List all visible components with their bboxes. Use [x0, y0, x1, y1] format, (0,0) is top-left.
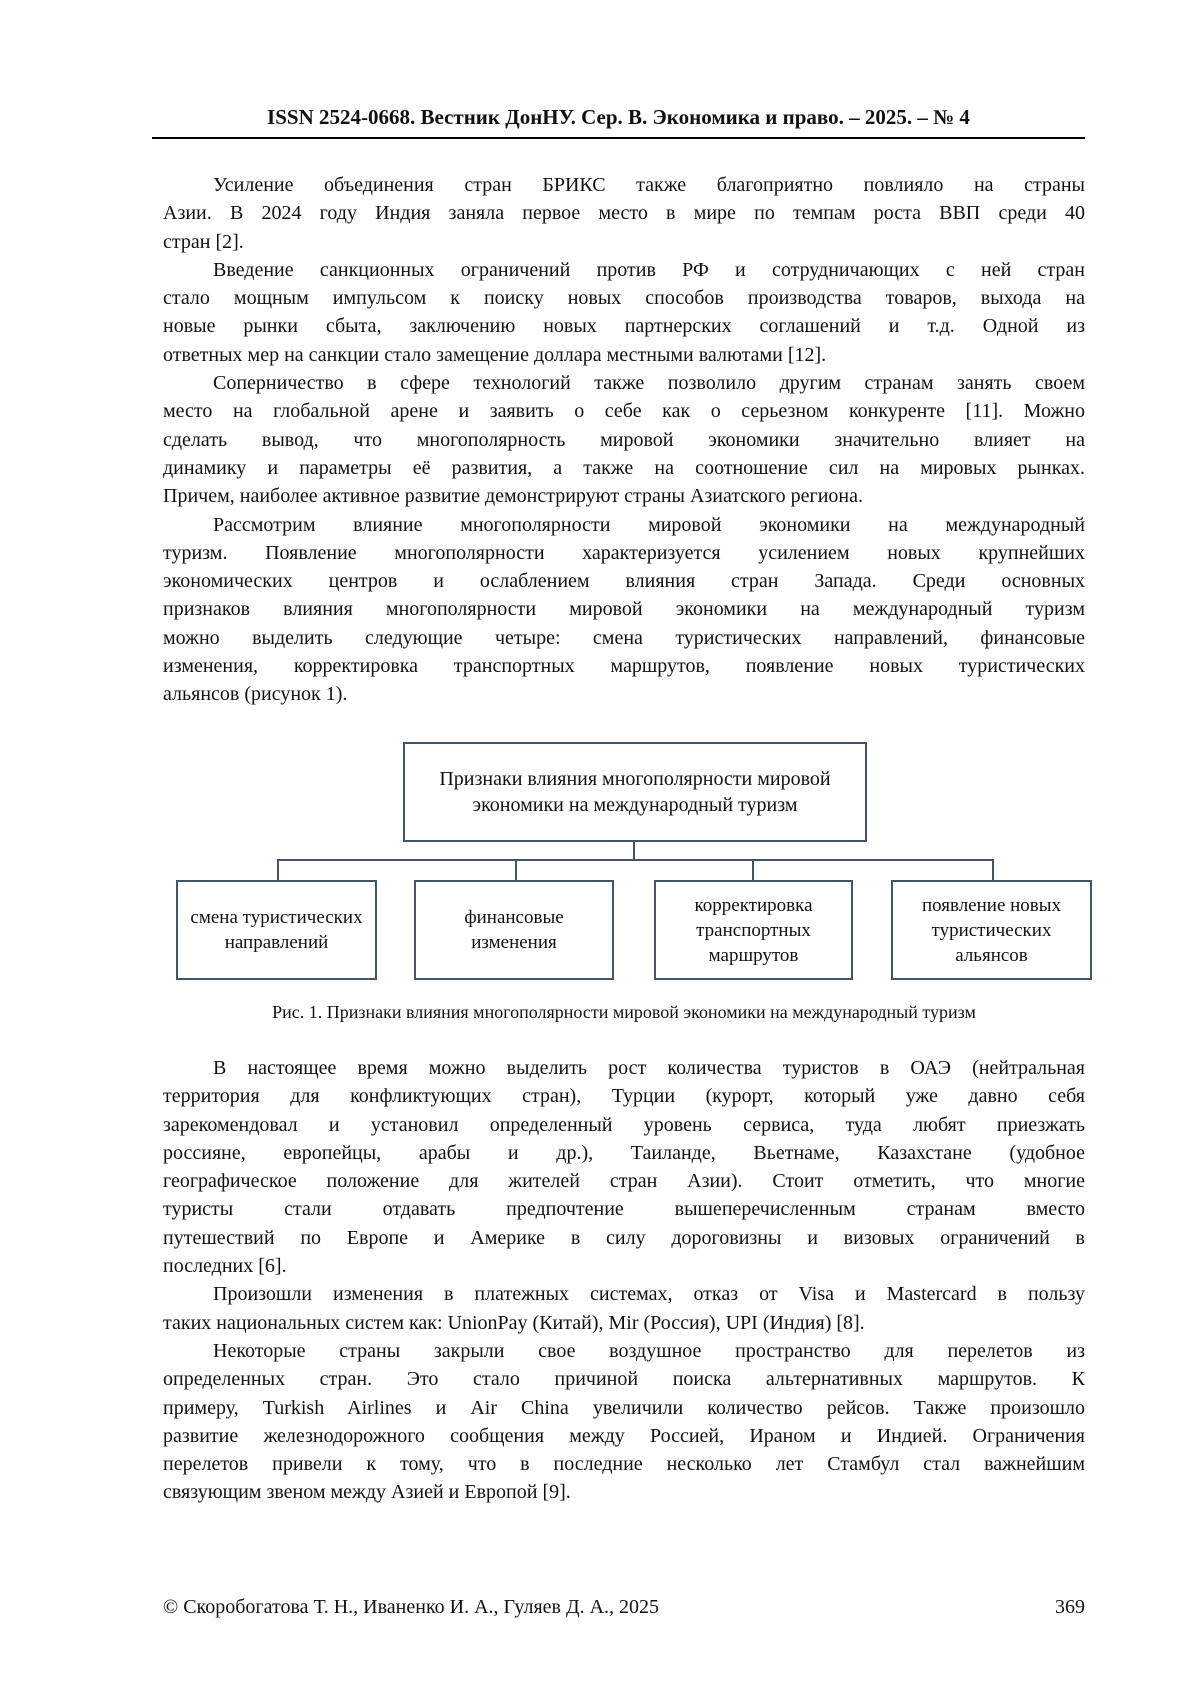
- text-line: последних [6].: [163, 1255, 287, 1278]
- connector-line: [277, 860, 279, 880]
- text-line: признаков влияния многополярности мировой экономики на международный туризм: [163, 598, 1085, 621]
- text-line: Введение санкционных ограничений против РФ и сотрудничающих с ней стран: [213, 258, 1085, 281]
- text-line: стало мощным импульсом к поиску новых способов производства товаров, выхода на: [163, 287, 1085, 310]
- connector-line: [515, 860, 517, 880]
- text-line: альянсов (рисунок 1).: [163, 683, 348, 706]
- text-line: Причем, наиболее активное развитие демонстрируют страны Азиатского региона.: [163, 485, 863, 508]
- text-line: динамику и параметры её развития, а также на соотношение сил на мировых рынках.: [163, 456, 1085, 479]
- text-line: Соперничество в сфере технологий также позволило другим странам занять своем: [213, 372, 1085, 395]
- paragraph: [163, 256, 1085, 369]
- text-line: россияне, европейцы, арабы и др.), Таиланде, Вьетнаме, Казахстане (удобное: [163, 1141, 1085, 1164]
- text-line: В настоящее время можно выделить рост количества туристов в ОАЭ (нейтральная: [213, 1057, 1085, 1079]
- figure-caption: Рис. 1. Признаки влияния многополярности мировой экономики на международный туризм: [272, 1002, 976, 1022]
- box-text-line: корректировка: [694, 894, 813, 916]
- box-text-line: финансовые: [464, 907, 564, 928]
- box-text-line: маршрутов: [708, 944, 799, 966]
- box-text-line: направлений: [224, 932, 329, 953]
- paragraph: [163, 511, 1085, 709]
- text-line: Рассмотрим влияние многополярности мировой экономики на международный: [213, 513, 1085, 536]
- box-text-line: изменения: [471, 932, 557, 953]
- body-text-top: [163, 171, 1085, 709]
- box-text-line: транспортных: [696, 919, 811, 941]
- text-line: зарекомендовал и установил определенный уровень сервиса, туда любят приезжать: [163, 1113, 1085, 1136]
- page-footer: [163, 1594, 1085, 1620]
- text-line: определенных стран. Это стало причиной поиска альтернативных маршрутов. К: [163, 1368, 1085, 1391]
- page-number: 369: [1055, 1596, 1085, 1618]
- connector-line: [752, 860, 754, 880]
- text-line: таких национальных систем как: UnionPay (Китай), Mir (Россия), UPI (Индия) [8].: [163, 1311, 865, 1334]
- copyright-text: © Скоробогатова Т. Н., Иваненко И. А., Гуляев Д. А., 2025: [163, 1596, 660, 1618]
- diagram-child-box-tourist-directions: [176, 880, 377, 980]
- box-text-line: смена туристических: [190, 907, 363, 928]
- body-text-bottom: [163, 1054, 1085, 1507]
- text-line: новые рынки сбыта, заключению новых партнерских соглашений и т.д. Одной из: [163, 315, 1085, 338]
- text-line: можно выделить следующие четыре: смена туристических направлений, финансовые: [163, 626, 1085, 649]
- paragraph: [163, 369, 1085, 510]
- text-line: Азии. В 2024 году Индия заняла первое место в мире по темпам роста ВВП среди 40: [163, 202, 1085, 225]
- box-text-line: альянсов: [955, 944, 1028, 966]
- text-line: ответных мер на санкции стало замещение доллара местными валютами [12].: [163, 343, 827, 366]
- text-line: географическое положение для жителей стран Азии). Стоит отметить, что многие: [163, 1170, 1085, 1193]
- connector-line: [633, 842, 635, 860]
- paragraph: [163, 1054, 1085, 1280]
- text-line: туристы стали отдавать предпочтение вышеперечисленным странам вместо: [163, 1198, 1085, 1221]
- box-text-line: туристических: [931, 919, 1052, 941]
- box-text-line: Признаки влияния многополярности мировой: [439, 768, 831, 790]
- text-line: Усиление объединения стран БРИКС также благоприятно повлияло на страны: [213, 174, 1085, 196]
- text-line: сделать вывод, что многополярность мировой экономики значительно влияет на: [163, 428, 1085, 451]
- text-line: связующим звеном между Азией и Европой [9].: [163, 1481, 571, 1504]
- journal-header-text: ISSN 2524-0668. Вестник ДонНУ. Сер. В. Экономика и право. – 2025. – № 4: [267, 105, 970, 129]
- text-line: развитие железнодорожного сообщения между Россией, Ираном и Индией. Ограничения: [163, 1424, 1085, 1447]
- text-line: изменения, корректировка транспортных маршрутов, появление новых туристических: [163, 655, 1085, 678]
- diagram-child-box-transport-routes: [654, 880, 853, 980]
- connector-line: [277, 859, 994, 861]
- paragraph: [163, 1280, 1085, 1337]
- box-text-line: экономики на международный туризм: [472, 794, 798, 816]
- text-line: территория для конфликтующих стран), Турции (курорт, который уже давно себя: [163, 1085, 1085, 1108]
- text-line: примеру, Turkish Airlines и Air China увеличили количество рейсов. Также произошло: [163, 1396, 1085, 1419]
- paragraph: [163, 171, 1085, 256]
- text-line: Некоторые страны закрыли свое воздушное пространство для перелетов из: [213, 1339, 1085, 1362]
- text-line: перелетов привели к тому, что в последние несколько лет Стамбул стал важнейшим: [163, 1453, 1085, 1476]
- journal-header: [152, 104, 1085, 139]
- text-line: экономических центров и ослаблением влияния стран Запада. Среди основных: [163, 570, 1085, 593]
- diagram-child-box-new-alliances: [891, 880, 1092, 980]
- diagram-child-box-financial-changes: [414, 880, 614, 980]
- text-line: путешествий по Европе и Америке в силу дороговизны и визовых ограничений в: [163, 1226, 1085, 1249]
- text-line: стран [2].: [163, 230, 244, 253]
- text-line: место на глобальной арене и заявить о себе как о серьезном конкуренте [11]. Можно: [163, 400, 1085, 423]
- text-line: Произошли изменения в платежных системах, отказ от Visa и Mastercard в пользу: [213, 1283, 1085, 1306]
- diagram-root-box: [403, 742, 867, 842]
- connector-line: [992, 860, 994, 880]
- paragraph: [163, 1337, 1085, 1507]
- box-text-line: появление новых: [921, 894, 1062, 916]
- text-line: туризм. Появление многополярности характеризуется усилением новых крупнейших: [163, 541, 1085, 564]
